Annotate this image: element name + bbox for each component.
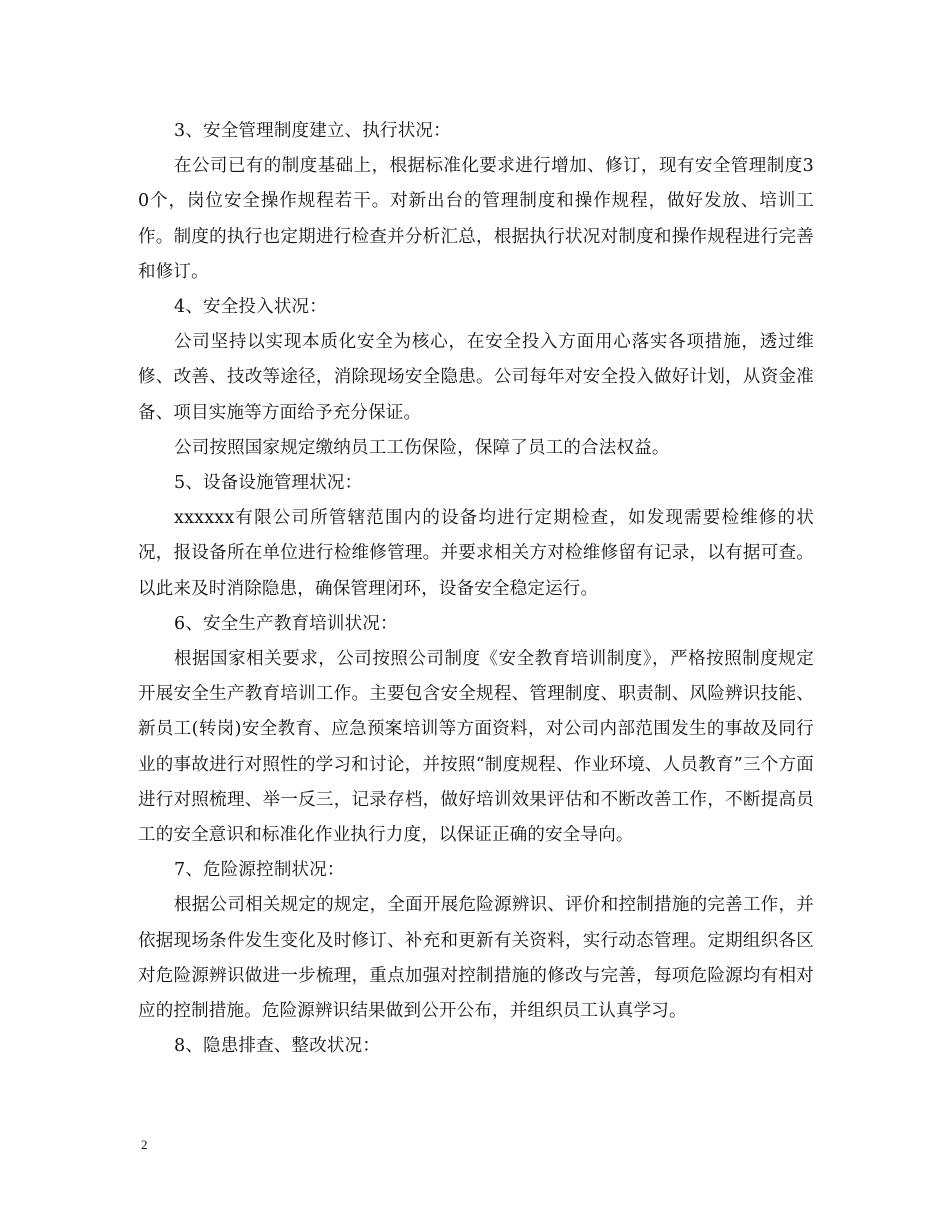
paragraph-safety-investment: 公司坚持以实现本质化安全为核心，在安全投入方面用心落实各项措施，透过维修、改善、技改等途径，消除现场安全隐患。公司每年对安全投入做好计划，从资金准备、项目实施等方面给予充分保证。 bbox=[138, 332, 814, 423]
document-body bbox=[138, 114, 814, 1064]
section-heading-6: 6、安全生产教育培训状况： bbox=[174, 613, 398, 634]
section-heading-8: 8、隐患排查、整改状况： bbox=[174, 1036, 381, 1057]
section-heading-7: 7、危险源控制状况： bbox=[174, 860, 345, 881]
section-heading-4: 4、安全投入状况： bbox=[174, 297, 327, 318]
paragraph-insurance: 公司按照国家规定缴纳员工工伤保险，保障了员工的合法权益。 bbox=[174, 437, 670, 458]
section-heading-5: 5、设备设施管理状况： bbox=[174, 473, 363, 494]
paragraph-equipment-management: xxxxxx有限公司所管辖范围内的设备均进行定期检查，如发现需要检维修的状况，报设备所在单位进行检维修管理。并要求相关方对检维修留有记录，以有据可查。以此来及时消除隐患，确保管理闭环，设备安全稳定运行。 bbox=[138, 508, 814, 599]
section-heading-3: 3、安全管理制度建立、执行状况： bbox=[174, 121, 451, 141]
paragraph-safety-training: 根据国家相关要求，公司按照公司制度《安全教育培训制度》，严格按照制度规定开展安全生产教育培训工作。主要包含安全规程、管理制度、职责制、风险辨识技能、新员工(转岗)安全教育、应急预案培训等方面资料，对公司内部范围发生的事故及同行业的事故进行对照性的学习和讨论，并按照“制度规程、作业环境、人员教育”三个方面进行对照梳理、举一反三，记录存档，做好培训效果评估和不断改善工作，不断提高员工的安全意识和标准化作业执行力度，以保证正确的安全导向。 bbox=[138, 649, 814, 846]
page-number: 2 bbox=[141, 1137, 148, 1152]
paragraph-hazard-control: 根据公司相关规定的规定，全面开展危险源辨识、评价和控制措施的完善工作，并依据现场条件发生变化及时修订、补充和更新有关资料，实行动态管理。定期组织各区对危险源辨识做进一步梳理，重点加强对控制措施的修改与完善，每项危险源均有相对应的控制措施。危险源辨识结果做到公开公布，并组织员工认真学习。 bbox=[138, 895, 814, 1022]
paragraph-management-system: 在公司已有的制度基础上，根据标准化要求进行增加、修订，现有安全管理制度30个，岗位安全操作规程若干。对新出台的管理制度和操作规程，做好发放、培训工作。制度的执行也定期进行检查并分析汇总，根据执行状况对制度和操作规程进行完善和修订。 bbox=[138, 156, 814, 282]
